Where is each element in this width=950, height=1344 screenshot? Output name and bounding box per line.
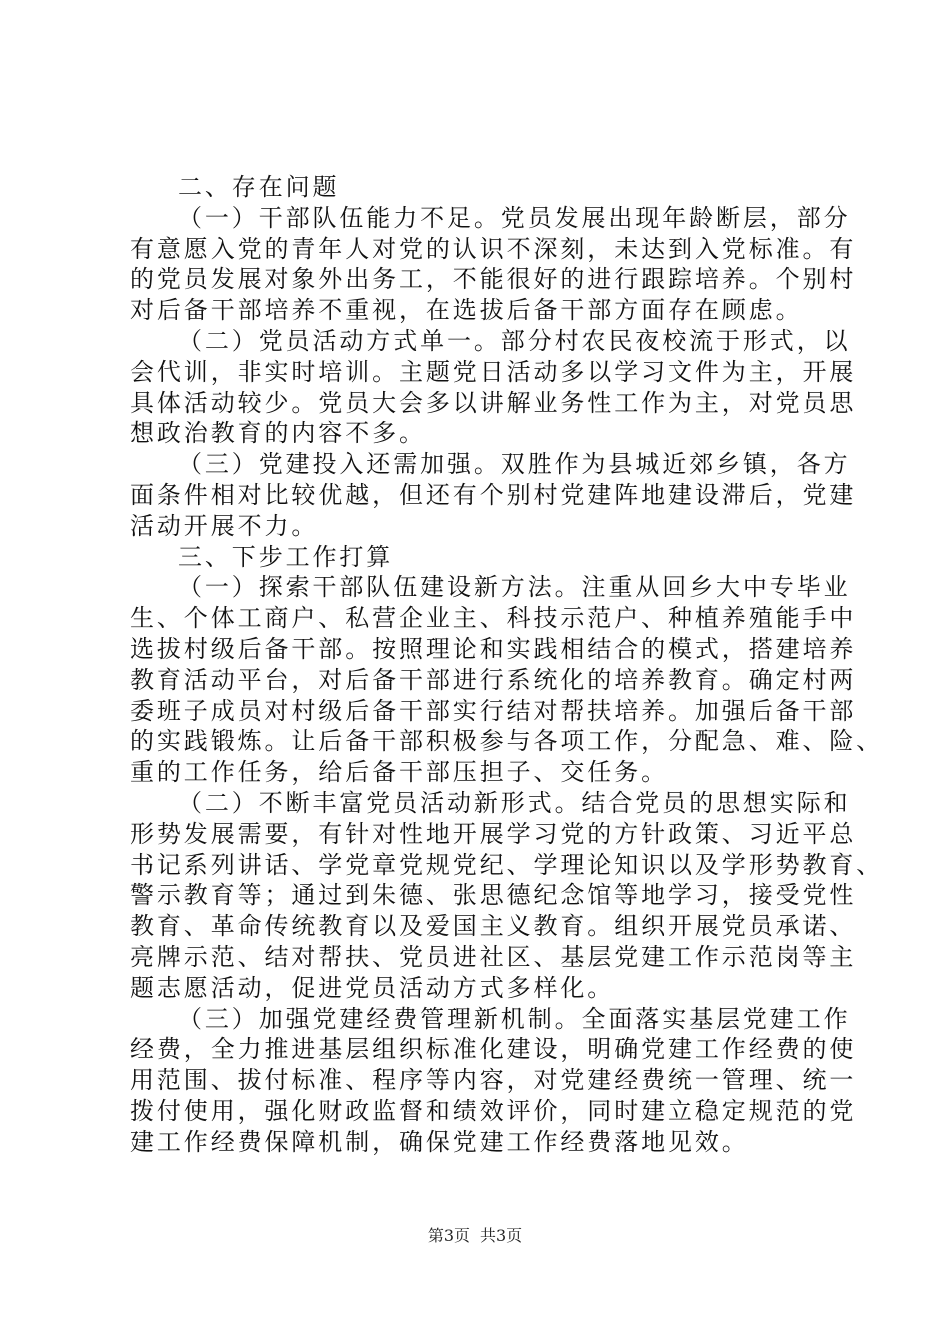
text-line: 会代训，非实时培训。主题党日活动多以学习文件为主，开展 xyxy=(130,357,857,386)
text-line: （三）党建投入还需加强。双胜作为县城近郊乡镇，各方 xyxy=(178,450,851,479)
text-line: 重的工作任务，给后备干部压担子、交任务。 xyxy=(130,758,668,787)
text-line: 书记系列讲话、学党章党规党纪、学理论知识以及学形势教育、 xyxy=(130,850,884,879)
text-line: 建工作经费保障机制，确保党建工作经费落地见效。 xyxy=(130,1127,749,1156)
page-footer xyxy=(0,1226,950,1246)
text-line: 面条件相对比较优越，但还有个别村党建阵地建设滞后，党建 xyxy=(130,480,857,509)
text-line: 具体活动较少。党员大会多以讲解业务性工作为主，对党员思 xyxy=(130,388,857,417)
text-line: 三、下步工作打算 xyxy=(178,542,394,571)
text-line: 题志愿活动，促进党员活动方式多样化。 xyxy=(130,973,615,1002)
text-line: （二）不断丰富党员活动新形式。结合党员的思想实际和 xyxy=(178,788,851,817)
text-line: 的党员发展对象外出务工，不能很好的进行跟踪培养。个别村 xyxy=(130,265,857,294)
text-line: 亮牌示范、结对帮扶、党员进社区、基层党建工作示范岗等主 xyxy=(130,942,857,971)
text-line: 想政治教育的内容不多。 xyxy=(130,419,426,448)
text-line: 警示教育等；通过到朱德、张思德纪念馆等地学习，接受党性 xyxy=(130,881,857,910)
text-line: 形势发展需要，有针对性地开展学习党的方针政策、习近平总 xyxy=(130,819,857,848)
text-line: 生、个体工商户、私营企业主、科技示范户、种植养殖能手中 xyxy=(130,604,857,633)
text-line: （三）加强党建经费管理新机制。全面落实基层党建工作 xyxy=(178,1004,851,1033)
text-line: （一）探索干部队伍建设新方法。注重从回乡大中专毕业 xyxy=(178,573,851,602)
text-line: 教育活动平台，对后备干部进行系统化的培养教育。确定村两 xyxy=(130,665,857,694)
text-line: 活动开展不力。 xyxy=(130,511,319,540)
text-line: 二、存在问题 xyxy=(178,173,340,201)
text-line: 选拔村级后备干部。按照理论和实践相结合的模式，搭建培养 xyxy=(130,634,857,663)
text-line: （二）党员活动方式单一。部分村农民夜校流于形式，以 xyxy=(178,326,851,355)
text-line: 的实践锻炼。让后备干部积极参与各项工作，分配急、难、险、 xyxy=(130,727,884,756)
text-line: 有意愿入党的青年人对党的认识不深刻，未达到入党标准。有 xyxy=(130,234,857,263)
text-line: 拨付使用，强化财政监督和绩效评价，同时建立稳定规范的党 xyxy=(130,1096,857,1125)
page-number: 第3页 xyxy=(427,1226,470,1245)
text-line: 对后备干部培养不重视，在选拔后备干部方面存在顾虑。 xyxy=(130,296,803,325)
document-body xyxy=(130,172,884,1158)
text-line: 教育、革命传统教育以及爱国主义教育。组织开展党员承诺、 xyxy=(130,912,857,941)
page-total: 共3页 xyxy=(480,1226,523,1245)
text-line: 委班子成员对村级后备干部实行结对帮扶培养。加强后备干部 xyxy=(130,696,857,725)
text-line: 经费，全力推进基层组织标准化建设，明确党建工作经费的使 xyxy=(130,1035,857,1064)
text-line: 用范围、拔付标准、程序等内容，对党建经费统一管理、统一 xyxy=(130,1066,857,1095)
text-line: （一）干部队伍能力不足。党员发展出现年龄断层，部分 xyxy=(178,203,851,232)
